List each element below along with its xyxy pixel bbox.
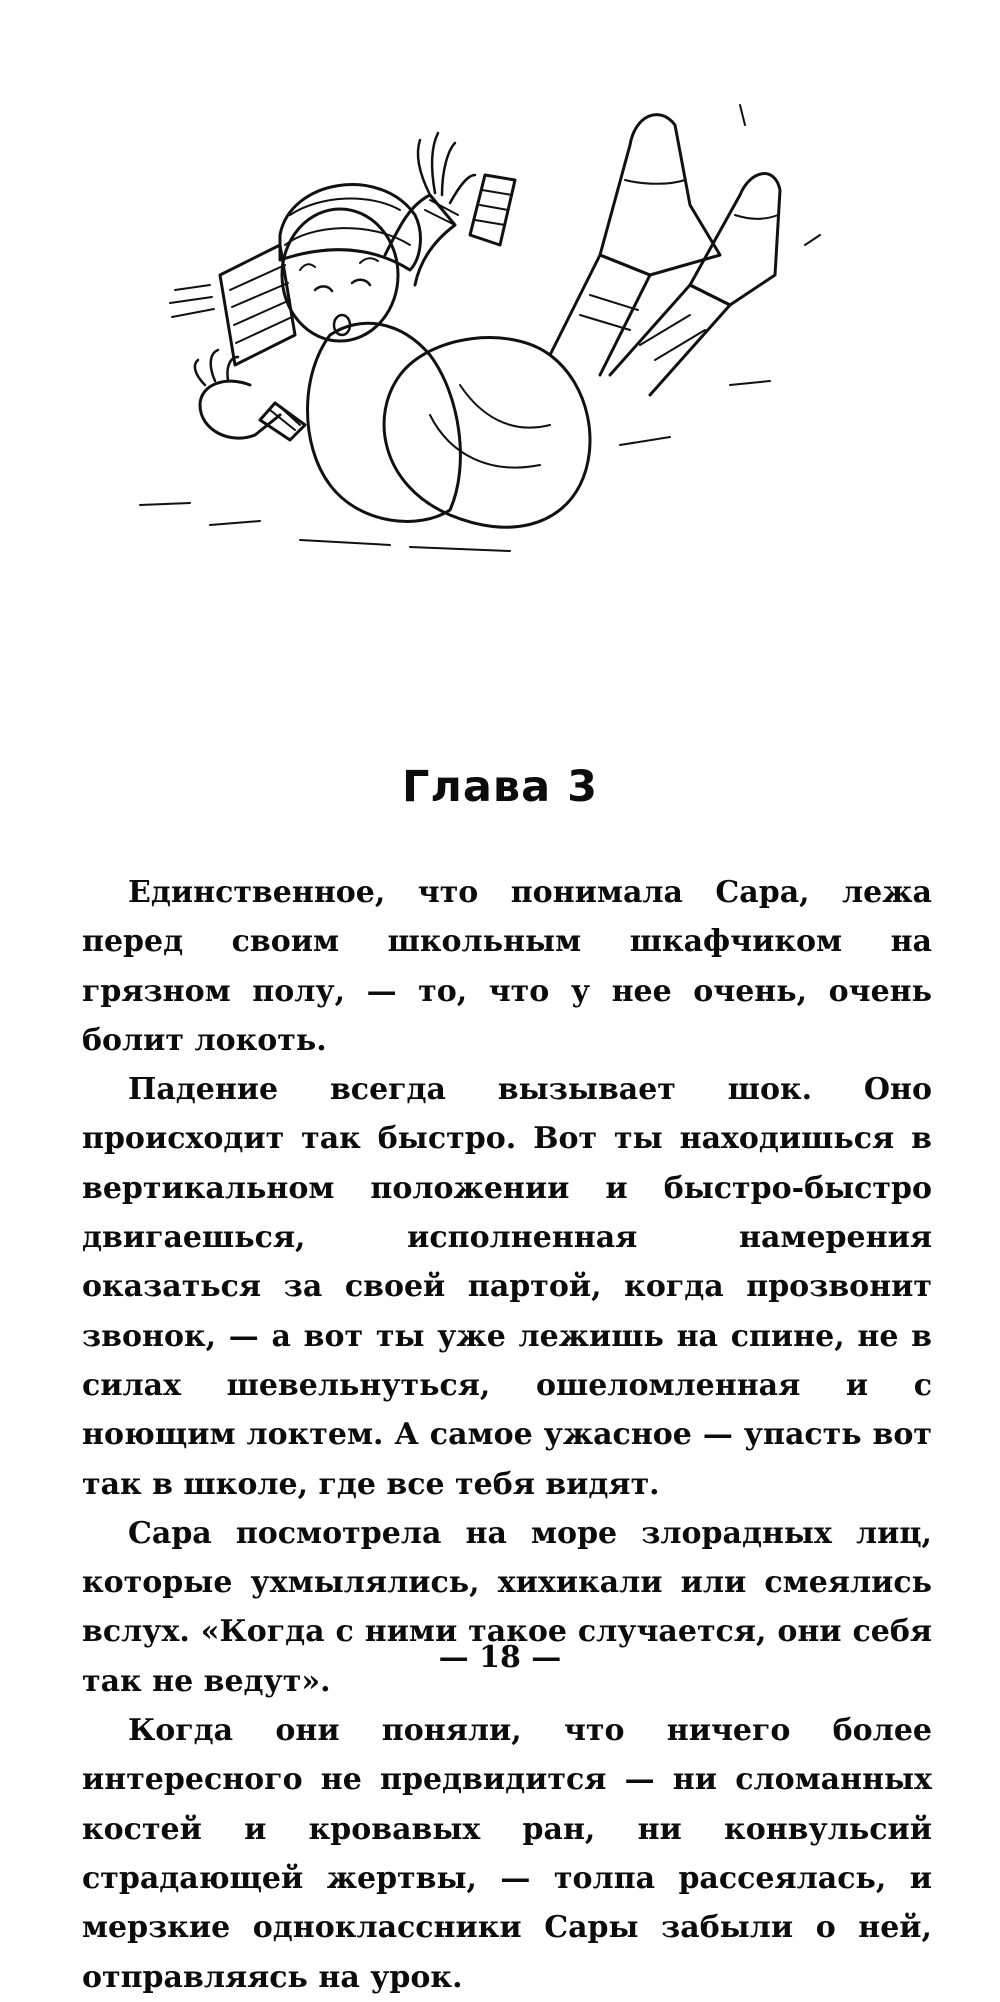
page-number: — 18 — bbox=[438, 1640, 562, 1675]
body-text bbox=[82, 868, 932, 2002]
chapter-title: Глава 3 bbox=[401, 762, 599, 812]
paragraph: Падение всегда вызывает шок. Оно происходит так быстро. Вот ты находишься в вертикальном положении и быстро-быстро двигаешься, исполненная намерения оказаться за своей партой, когда прозвонит звонок, — а вот ты уже лежишь на спине, не в силах шевельнуться, ошеломленная и с ноющим локтем. А самое ужасное — упасть вот так в школе, где все тебя видят. bbox=[82, 1072, 932, 1502]
paragraph: Когда они поняли, что ничего более интересного не предвидится — ни сломанных костей и кровавых ран, ни конвульсий страдающей жертвы, — толпа рассеялась, и мерзкие одноклассники Сары забыли о ней, отправляясь на урок. bbox=[82, 1713, 932, 1995]
falling-girl-icon bbox=[130, 85, 850, 625]
paragraph: Сара посмотрела на море злорадных лиц, которые ухмылялись, хихикали или смеялись вслух. «Когда с ними такое случается, они себя так не ведут». bbox=[82, 1515, 932, 1699]
illustration-falling-girl bbox=[130, 85, 850, 625]
paragraph: Единственное, что понимала Сара, лежа перед своим школьным шкафчиком на грязном полу, — то, что у нее очень, очень болит локоть. bbox=[82, 875, 932, 1058]
